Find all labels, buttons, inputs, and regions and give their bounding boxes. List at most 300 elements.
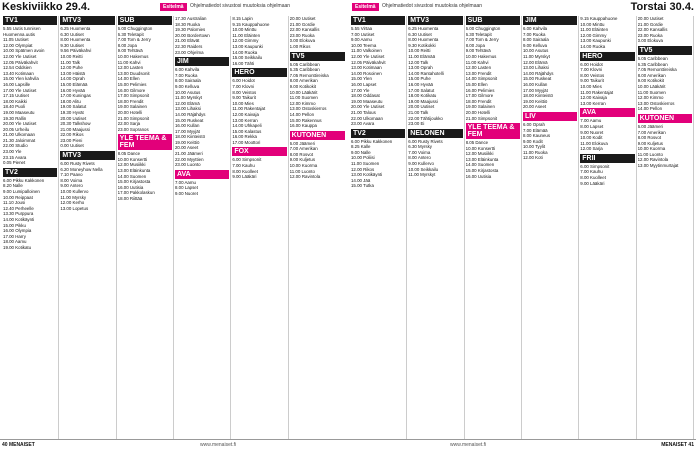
program-line: 8.00 Huomenta: [408, 37, 439, 43]
program-line: 16.00 Pelimies: [465, 87, 495, 93]
program-line: 10.00 Kodit: [580, 135, 603, 141]
program-line: 12.40 Perheelle: [3, 205, 34, 211]
program-line: 16.00 Kauppa: [289, 123, 317, 129]
program-line: 10.00 Tyylit: [522, 144, 546, 150]
program-line: 9.00 Taikurit: [580, 78, 604, 84]
program-line: 9.00 Antero: [60, 183, 83, 189]
program-line: 23.00 Ei: [408, 121, 425, 127]
program-line: 12.00 Kimmo: [289, 100, 316, 106]
channel-block: [580, 154, 634, 186]
program-line: 10.00 Asutus: [522, 48, 549, 54]
program-line: 6.30 Uutiset: [408, 31, 432, 37]
program-line: 11.00 Suomen: [350, 161, 380, 167]
program-line: 12.00 Rikos: [350, 166, 375, 172]
program-line: 13.00 Eläinkunta: [465, 156, 499, 162]
program-line: 6.20 Moneyhow Nella: [60, 166, 103, 172]
program-line: 6.00 Pikku Kakkonen: [3, 177, 45, 183]
program-line: 8.00 Amerikan: [289, 78, 318, 84]
program-line: 14.00 Suomen: [117, 173, 147, 179]
channel-block: [638, 16, 692, 44]
program-line: 16.00 Hyvää: [60, 87, 85, 93]
program-line: 11.00 Valkoinen: [350, 48, 382, 54]
program-line: 10.00 Poliisi: [350, 155, 375, 161]
program-line: 12.00 Puhe: [60, 65, 83, 71]
program-line: 19.30 Palomies: [174, 27, 206, 33]
program-line: 8.00 Lapset: [174, 185, 198, 191]
program-line: 0.05 Pienet: [3, 160, 26, 166]
program-line: 9.00 Tehtävä: [117, 48, 143, 54]
channel-heading: MTV3: [60, 16, 114, 25]
program-line: 9.00 Kodit: [522, 138, 543, 144]
program-line: 6.25 Huomenta: [60, 26, 91, 31]
program-line: 12.00 Lasten: [117, 65, 144, 71]
channel-block: [175, 57, 229, 168]
program-line: 15.00 Ruskeat: [174, 117, 204, 123]
channel-block: [175, 16, 229, 55]
program-line: 22.00 Rikos: [60, 132, 84, 138]
program-line: 17.00 Harry: [3, 233, 26, 239]
program-line: 13.00 Ostoskierros: [637, 100, 675, 106]
program-line: 21.30 Jaloimmat: [3, 137, 36, 143]
program-line: 7.00 Voima: [408, 149, 431, 155]
program-line: 19.00 Maaseutu: [3, 109, 35, 115]
page-number-left: 40 MENAISET: [2, 442, 35, 448]
website-left[interactable]: www.menaiset.fi: [200, 442, 237, 448]
program-line: 7.00 Kauhu: [232, 163, 255, 169]
program-line: 21.00 Elävät: [174, 38, 200, 44]
program-line: 18.00 Kotikatu: [408, 93, 437, 99]
program-line: 8.15 Lapin: [232, 16, 253, 21]
channel-block: [466, 123, 520, 179]
channel-block: [60, 16, 114, 149]
program-line: 15.00 Ylen: [350, 76, 372, 82]
program-line: 14.00 Rantahotelli: [408, 70, 444, 76]
program-line: 13.00 Kotikäynti: [350, 172, 383, 178]
left-day-title: Keskiviikko 29.4.: [2, 1, 91, 13]
program-line: 14.00 Ruoka: [232, 49, 258, 55]
program-line: 17.00 Simpsonit: [117, 93, 150, 99]
program-line: 8.00 Kuolleet: [232, 168, 258, 174]
program-line: 17.00 Yle Uutiset: [3, 87, 37, 93]
program-line: 14.00 Räjähdys: [174, 111, 206, 117]
program-line: 7.05 Remonttireiska: [637, 67, 677, 73]
program-line: 22.00 Kansallis: [289, 27, 320, 33]
channel-block: [118, 16, 172, 132]
program-line: 18.00 Kiinteistö: [174, 134, 206, 140]
channel-heading: TV1: [3, 16, 57, 25]
program-line: 17.00 Pakkolaskun: [117, 190, 155, 196]
program-line: 13.00 Myytinmurtajat: [637, 163, 679, 169]
program-line: 13.40 Kotimaan: [3, 70, 34, 76]
program-line: 6.00 Kahvila: [174, 67, 200, 73]
channel-block: [580, 16, 634, 50]
program-line: 23.00 Pieni: [60, 137, 83, 143]
program-line: 11.00 Eläinten: [232, 32, 261, 38]
right-day-title: Torstai 30.4.: [630, 1, 694, 13]
program-line: 16.00 Olympia: [3, 228, 32, 234]
program-line: 10.00 Asutus: [174, 89, 201, 95]
program-line: 15.00 Kirjastosta: [117, 179, 151, 185]
program-line: 11.00 Elokuva: [580, 140, 608, 146]
page-number-right: MENAISET 41: [661, 442, 694, 448]
tag-text-left: Ohjelmatiedot sivustosi muutoksia ohjelmaan: [190, 3, 291, 9]
program-line: 18.00 Aamu: [3, 239, 27, 245]
program-line: 17.00 Myyjät: [174, 128, 200, 134]
program-line: 8.00 Veistos: [232, 89, 257, 95]
program-line: 5.55 Uutis tunnisen: [3, 26, 41, 31]
program-line: 11.00 Myrskyt: [174, 95, 202, 101]
program-line: 9.00 Kotikokit: [637, 78, 664, 84]
channel-heading: MTV3: [60, 151, 114, 160]
program-line: 20.00 Bordertown: [174, 32, 210, 38]
program-line: 15.00 Kalastus: [232, 128, 262, 134]
channel-block: [60, 151, 114, 211]
program-line: 8.05 Dance: [117, 151, 141, 157]
program-line: 6.30 Uutiset: [60, 31, 84, 37]
program-line: 11.00 Ruoka: [522, 149, 548, 155]
program-line: 9.30 Kotikokki: [408, 42, 436, 48]
channel-block: [232, 147, 286, 179]
program-line: 16.00 Tähti: [232, 60, 255, 66]
program-line: 23.00 Ruoka: [637, 32, 663, 38]
website-right[interactable]: www.menaiset.fi: [450, 442, 487, 448]
channel-block: [290, 52, 345, 129]
program-line: 12.05 Päiväkahvit: [3, 59, 38, 65]
program-line: 10.00 Reitti: [60, 53, 83, 59]
channel-heading: YLE TEEMA & FEM: [466, 123, 520, 139]
program-line: 20.00 Aseet: [522, 104, 547, 110]
page-footer: [0, 439, 696, 450]
program-line: 13.00 Lihaksi: [174, 106, 201, 112]
program-line: 11.00 Luonto: [289, 168, 315, 174]
program-line: 9.15 Kauppahuone: [580, 16, 618, 21]
program-line: 15.00 Puhe: [408, 76, 431, 82]
program-line: 6.05 Caribbean: [289, 61, 320, 67]
program-line: 13.00 Kerran: [232, 117, 258, 123]
program-line: 12.54 Oddsien: [3, 65, 32, 71]
program-line: 10.00 Minttu: [580, 21, 605, 27]
program-line: 16.00 Rekka: [232, 134, 257, 140]
program-line: 20.00 Hotelli: [117, 109, 143, 115]
program-line: 19.30 Rallin: [3, 115, 27, 121]
channel-heading: AVA: [580, 108, 634, 117]
program-line: 14.00 Suomen: [465, 162, 495, 168]
program-line: 8.00 Huomenta: [60, 37, 91, 43]
program-line: 23.00 Luonto: [174, 162, 201, 168]
channel-block: [523, 112, 577, 161]
program-line: 11.00 Kahvi: [117, 59, 141, 65]
program-line: 6.00 Rusty Rivets: [408, 138, 443, 144]
tag-badge-left: Esitelmä: [160, 3, 187, 11]
channel-heading: FRII: [580, 154, 634, 163]
program-line: 14.00 Rosoinen: [350, 70, 382, 76]
program-line: 9.15 Kauppahuone: [232, 21, 270, 27]
program-line: 13.00 Kaupunki: [580, 38, 611, 44]
program-line: 8.00 Jopa: [465, 42, 485, 48]
program-line: 11.00 Eläinten: [580, 27, 609, 33]
program-line: 11.00 Kahvi: [465, 59, 489, 65]
program-line: 6.00 Kahvila: [522, 26, 548, 31]
program-line: 0.00 Uutiset: [60, 143, 84, 149]
program-line: 6.00 Jäämeri: [637, 123, 663, 129]
program-line: 10.00 Konsertti: [465, 145, 496, 151]
channel-heading: JIM: [523, 16, 577, 25]
program-line: 16.00 Uutisia: [117, 184, 144, 190]
program-line: 8.00 Sairaala: [522, 37, 549, 43]
channel-heading: TV5: [290, 52, 345, 61]
program-line: 11.00 Rakentajat: [232, 106, 266, 112]
program-line: 12.00 Lasten: [465, 65, 492, 71]
program-line: 9.00 Kelluva: [174, 83, 200, 89]
listing-column: [465, 16, 522, 440]
program-line: 16.00 Lapsille: [3, 81, 31, 87]
program-line: 19.00 Kotikatu: [3, 244, 32, 250]
program-line: 17.00 Moottori: [232, 139, 261, 145]
program-line: 10.00 Lääkärit: [637, 83, 666, 89]
program-line: 20.00 Uutiset: [637, 16, 664, 21]
program-line: 10.00 Spätmen avoin: [3, 48, 45, 54]
program-line: 12.00 Kimmo: [637, 95, 664, 101]
program-line: 15.00 Ruskeat: [522, 76, 552, 82]
program-line: 12.00 Gimmy: [580, 32, 607, 38]
program-line: 13.00 Kotimaan: [350, 65, 382, 71]
program-line: 21.00 Maajussi: [60, 126, 90, 132]
program-line: 10.00 Mies: [232, 100, 254, 106]
program-line: 21.00 Gordie: [637, 21, 663, 27]
program-line: 8.00 Voima: [60, 177, 83, 183]
program-line: Huomenna.uutis: [3, 31, 35, 37]
channel-block: [3, 168, 57, 251]
channel-heading: JIM: [175, 57, 229, 66]
program-line: 16.00 Kullan: [522, 81, 548, 87]
program-line: 14.00 Ellen: [117, 76, 140, 82]
program-line: 0.00 Elokuva: [637, 38, 663, 44]
channel-heading: YLE TEEMA & FEM: [118, 134, 172, 150]
program-line: 9.00 Tehtävä: [465, 48, 491, 54]
program-line: 15.00 Rakennus: [289, 117, 322, 123]
program-line: 21.00 Talous: [350, 109, 376, 115]
program-line: 12.00 Sarja: [580, 146, 603, 152]
program-line: 15.00 Pikku: [3, 222, 26, 228]
program-line: 6.30 Teletapit: [465, 31, 492, 37]
channel-block: [523, 16, 577, 110]
program-line: 13.00 Kerran: [580, 100, 606, 106]
program-line: 13.00 Ostoskierros: [289, 106, 327, 112]
program-line: 17.30 Australian: [174, 16, 207, 21]
channel-heading: FOX: [232, 147, 286, 156]
program-line: 12.05 Päiväkahvit: [350, 59, 386, 65]
program-line: 7.00 Ruoka: [174, 72, 198, 78]
program-line: 1.00 Rikos: [289, 43, 311, 49]
channel-heading: HERO: [580, 52, 634, 61]
program-line: 12.00 Musiikki: [465, 151, 494, 157]
program-line: 21.00 Talk: [408, 109, 429, 115]
program-line: 14.00 Kotikäynti: [3, 217, 35, 222]
program-line: 13.00 Lihaksi: [522, 65, 549, 71]
program-line: 13.00 Oprah: [408, 65, 433, 71]
program-line: 13.00 Lopetus: [60, 205, 89, 211]
program-line: 16.00 Kullan: [174, 123, 200, 129]
program-line: 6.00 Oprah: [522, 121, 545, 127]
listing-column: [231, 16, 288, 440]
program-line: 15.00 Tutka: [350, 183, 374, 189]
program-line: 21.00 Gordie: [289, 21, 316, 27]
program-line: 11.00 Myrskyt: [408, 172, 436, 178]
channel-heading: TV5: [638, 46, 692, 55]
channel-heading: KUTONEN: [638, 114, 692, 123]
program-line: 7.10 Paavo: [60, 172, 83, 178]
program-line: 19.00 Maajussi: [408, 98, 438, 104]
program-line: 8.05 Dance: [465, 140, 489, 146]
channel-block: [580, 108, 634, 152]
program-line: 21.00 Simpsonit: [465, 115, 498, 121]
program-line: 7.00 Aamu: [174, 179, 196, 185]
program-line: 15.00 Seikkailu: [232, 55, 263, 61]
header-bar: [0, 0, 696, 14]
program-line: 11.00 Suomen: [637, 89, 666, 95]
program-line: 14.00 Pellon: [637, 106, 663, 112]
program-line: 21.00 Ulkomaan: [3, 132, 35, 138]
channel-heading: KUTONEN: [290, 131, 345, 140]
program-line: 12.00 Elämä: [522, 59, 548, 65]
program-line: 6.00 Rusty Rivets: [60, 161, 95, 167]
program-line: 7.00 Uutiset: [350, 31, 375, 37]
program-line: 23.00 Ruoka: [289, 32, 315, 38]
program-line: 12.00 Gimmy: [232, 38, 259, 44]
channel-block: [3, 16, 57, 166]
program-line: 9.00 Aamu: [350, 37, 372, 43]
program-line: 8.25 Kalle: [350, 144, 371, 150]
program-line: 8.00 Kauneus: [522, 133, 551, 139]
program-line: 17.00 Myyjät: [522, 87, 548, 93]
program-line: 14.00 Jää: [350, 177, 371, 183]
program-line: 6.00 Chuggington: [465, 26, 501, 31]
listing-column: [522, 16, 579, 440]
listing-column: [637, 16, 694, 440]
program-line: 22.00 Ulkomaan: [350, 115, 383, 121]
channel-heading: HERO: [232, 68, 286, 77]
program-line: 18.00 Kaikki: [3, 98, 27, 104]
listing-column: [289, 16, 346, 440]
tag-badge-right: Esitelmä: [352, 3, 379, 11]
listing-column: [2, 16, 59, 440]
program-line: 16.00 Uutisia: [465, 173, 492, 179]
program-line: 19.00 Salainen: [117, 104, 147, 110]
program-line: 12.00 Musiikki: [117, 162, 146, 168]
program-line: 6.00 Simpsonit: [580, 163, 610, 169]
program-line: 14.00 Ruoka: [580, 43, 606, 49]
program-line: 7.00 Tom & Jerry: [117, 37, 151, 43]
program-line: 17.00 Gilmore: [465, 93, 494, 99]
channel-block: [638, 46, 692, 112]
program-line: 12.00 Ravintola: [289, 174, 321, 180]
channel-block: [175, 170, 229, 197]
program-line: 10.00 Kuorma: [637, 146, 666, 152]
program-line: 20.30 Talkshow: [60, 121, 91, 127]
channel-heading: LIV: [523, 112, 577, 121]
channel-block: [290, 131, 345, 180]
program-line: 15.00 Elämää: [60, 81, 88, 87]
program-line: 10.00 Kuorma: [289, 163, 318, 169]
program-line: 10.00 Hakemus: [117, 53, 149, 59]
program-line: 8.00 Jopa: [117, 42, 137, 48]
program-line: 10.00 Konsertti: [117, 156, 148, 162]
program-line: 7.00 Elämää: [522, 127, 548, 133]
channel-block: [232, 16, 286, 66]
program-line: 19.00 Maaseutu: [350, 98, 383, 104]
program-line: 18.00 Riittää: [117, 196, 143, 202]
program-line: 10.00 Lääkärit: [289, 89, 318, 95]
listing-column: [407, 16, 464, 440]
program-line: 8.00 Antero: [408, 155, 431, 161]
channel-heading: TV2: [3, 168, 57, 177]
program-line: 11.00 Rakentajat: [580, 89, 614, 95]
program-line: 19.00 Keittiö: [522, 98, 548, 104]
program-line: 9.00 Kuljetus: [289, 157, 316, 163]
program-line: 6.35 Caribbean: [637, 61, 668, 67]
channel-block: [408, 129, 462, 178]
program-line: 11.10 Jousi: [3, 200, 26, 206]
program-line: 11.00 Luonto: [637, 151, 663, 157]
program-line: 13.30 Purppura: [3, 211, 34, 217]
program-line: 12.00 Olympiat: [3, 42, 33, 48]
program-line: 17.15 Uutiset: [3, 93, 29, 99]
program-line: 6.00 Pikku Kakkonen: [350, 138, 393, 144]
program-line: 10.00 Kullervo: [60, 189, 89, 195]
channel-block: [408, 16, 462, 127]
program-line: 10.00 Mies: [580, 83, 602, 89]
program-line: 7.05 Remonttireiska: [289, 72, 329, 78]
program-line: 10.00 Reitti: [408, 48, 431, 54]
listing-columns: [2, 16, 694, 440]
program-line: 15.00 Pelimies: [117, 81, 147, 87]
program-line: 9.00 Lumipalloinen: [3, 189, 40, 195]
program-line: 7.00 Tom & Jerry: [465, 37, 499, 43]
program-line: 20.05 Urheilu: [3, 126, 30, 132]
program-line: 14.00 Simpsonit: [465, 76, 498, 82]
channel-block: [351, 16, 405, 127]
program-line: 20.00 Uutiset: [289, 16, 316, 21]
program-line: 8.00 Rosvot: [289, 151, 314, 157]
program-line: 9.00 Lääkäri: [232, 174, 257, 180]
program-line: 9.00 Kelluva: [522, 42, 548, 48]
program-line: 14.00 Räjähdys: [522, 70, 554, 76]
program-line: 23.00 Yle: [3, 149, 22, 155]
program-line: 22.00 Studio: [3, 143, 28, 149]
program-line: 18.00 Frendit: [117, 98, 144, 104]
channel-block: [466, 16, 520, 121]
program-line: 17.00 Kuningas: [60, 93, 91, 99]
program-line: 18.00 Kiinteistö: [522, 93, 553, 99]
program-line: 9.00 Taikurit: [232, 95, 256, 101]
program-line: 22.00 Kansallis: [637, 27, 668, 33]
channel-block: [232, 68, 286, 145]
program-line: 20.00 Aseet: [174, 145, 199, 151]
program-line: 6.00 Chuggington: [117, 26, 153, 31]
program-line: 22.00 Tähtijoukko: [408, 115, 443, 121]
program-line: 12.00 Kaivaja: [580, 95, 607, 101]
program-line: 23.00 Ohjelma: [174, 49, 204, 55]
program-line: 8.00 Rosvot: [637, 135, 662, 141]
program-line: 20.00 Uutiset: [408, 104, 435, 110]
program-line: 12.00 Elämä: [174, 100, 200, 106]
program-line: 9.00 Kotikokit: [289, 83, 316, 89]
program-line: 10.00 Hakemus: [465, 53, 497, 59]
program-line: 6.00 Hoidot: [232, 78, 255, 84]
program-line: 9.00 Lääkäri: [580, 180, 605, 186]
program-line: 18.40 Puoli: [3, 104, 25, 110]
program-line: 12.00 Ravintola: [637, 157, 669, 163]
